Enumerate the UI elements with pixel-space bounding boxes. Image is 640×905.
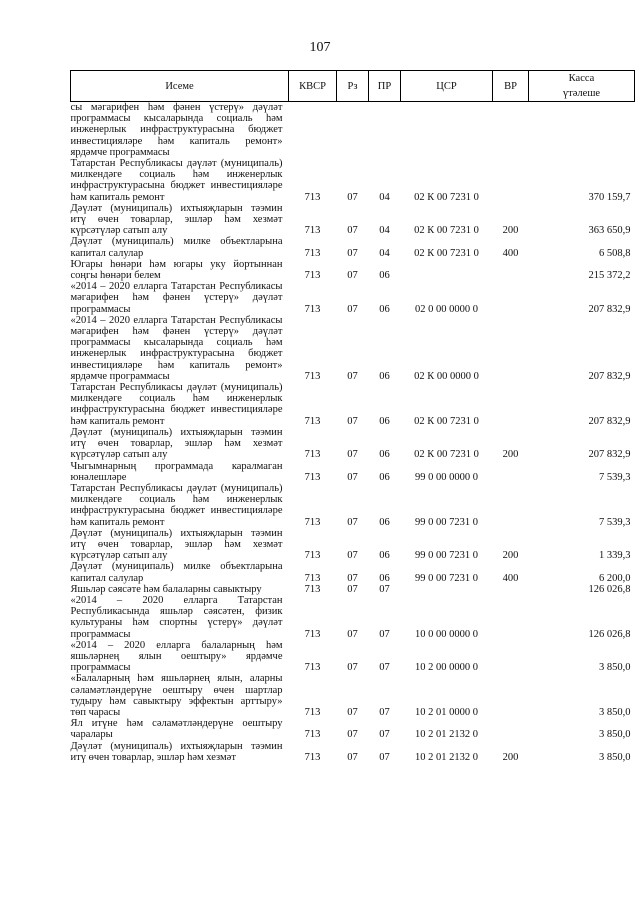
row-kvsr: 713 <box>304 729 321 741</box>
kassa-line-1: Касса <box>568 73 595 84</box>
row-rz: 07 <box>347 751 358 763</box>
row-name: Татарстан Республикасы дәүләт (муниципаль) милкендәге социаль һәм инженерлык инфраструктурасына бюджет инвестицияләре һәм капиталь ремонт <box>70 158 283 203</box>
row-sum <box>529 102 635 159</box>
row-kvsr: 713 <box>304 516 321 528</box>
column-header-name: Исеме <box>71 71 289 102</box>
row-sum: 207 832,9 <box>588 449 631 461</box>
row-name: Дәүләт (муниципаль) ихтыяҗларын тәэмин итү өчен товарлар, эшләр һәм хезмәт күрсәтүләр сатып алу <box>70 202 283 237</box>
row-name: Дәүләт (муниципаль) милке объектларына капитал салулар <box>70 236 283 259</box>
row-csr: 02 К 00 7231 0 <box>414 225 479 237</box>
table-row <box>71 461 635 483</box>
row-rz: 07 <box>347 415 358 427</box>
row-rz: 07 <box>347 516 358 528</box>
row-pr: 07 <box>379 729 390 741</box>
row-rz: 07 <box>347 706 358 718</box>
row-rz: 07 <box>347 225 358 237</box>
row-rz: 07 <box>347 583 358 595</box>
row-sum: 1 339,3 <box>599 550 631 562</box>
row-kvsr <box>289 102 337 159</box>
row-sum: 3 850,0 <box>599 706 631 718</box>
row-pr: 04 <box>379 225 390 237</box>
table-row <box>71 259 635 281</box>
row-name: Чыгымнарның программада каралмаган юнәлешләре <box>70 460 283 483</box>
row-pr: 07 <box>379 662 390 674</box>
row-sum: 207 832,9 <box>588 415 631 427</box>
row-name: Ял итүне һәм сәламәтләндерүне оештыру чаралары <box>70 718 283 741</box>
table-row <box>71 427 635 461</box>
row-kvsr: 713 <box>304 706 321 718</box>
row-name: Дәүләт (муниципаль) ихтыяҗларын тәэмин итү өчен товарлар, эшләр һәм хезмәт <box>70 740 283 763</box>
row-name: сы мәгарифен һәм фәнен үстерү» дәүләт программасы кысаларында социаль һәм инженерлык инфраструктурасына бюджет инвестицияләре һәм капиталь ремонт» ярдәмче программасы <box>70 102 283 158</box>
row-rz: 07 <box>347 303 358 315</box>
row-pr: 06 <box>379 303 390 315</box>
column-header-kassa <box>529 71 635 102</box>
table-row <box>71 203 635 237</box>
table-row <box>71 528 635 562</box>
row-sum: 207 832,9 <box>588 303 631 315</box>
row-pr: 07 <box>379 706 390 718</box>
row-pr: 06 <box>379 449 390 461</box>
row-vr <box>493 461 529 483</box>
row-csr <box>401 102 493 159</box>
row-pr <box>369 102 401 159</box>
row-sum: 126 026,8 <box>588 583 631 595</box>
row-vr <box>493 259 529 281</box>
row-pr: 06 <box>379 471 390 483</box>
table-row <box>71 158 635 203</box>
column-header-kvsr: КВСР <box>289 71 337 102</box>
row-rz: 07 <box>347 729 358 741</box>
row-kvsr: 713 <box>304 270 321 282</box>
row-vr: 400 <box>502 247 519 259</box>
row-rz: 07 <box>347 662 358 674</box>
row-csr: 02 К 00 7231 0 <box>414 247 479 259</box>
row-rz: 07 <box>347 270 358 282</box>
table-row <box>71 561 635 583</box>
row-sum: 215 372,2 <box>588 270 631 282</box>
row-csr: 10 2 00 0000 0 <box>415 662 478 674</box>
page-number: 107 <box>309 40 331 55</box>
row-csr: 99 0 00 7231 0 <box>415 516 478 528</box>
row-vr <box>493 483 529 528</box>
row-vr <box>493 640 529 674</box>
table-row <box>71 673 635 718</box>
row-csr: 99 0 00 7231 0 <box>415 550 478 562</box>
row-name: Дәүләт (муниципаль) ихтыяҗларын тәэмин итү өчен товарлар, эшләр һәм хезмәт күрсәтүләр сатып алу <box>70 527 283 562</box>
row-rz: 07 <box>347 191 358 203</box>
row-kvsr: 713 <box>304 303 321 315</box>
kassa-line-2: үтәлеше <box>562 88 601 99</box>
row-name: «2014 – 2020 елларга балаларның һәм яшьләрнең ялын оештыру» ярдәмче программасы <box>70 639 283 674</box>
column-header-vr: ВР <box>493 71 529 102</box>
row-pr: 07 <box>379 628 390 640</box>
row-name: Югары һөнәри һәм югары уку йортыннан соңгы һөнәри белем <box>70 258 283 282</box>
row-csr: 02 К 00 7231 0 <box>414 449 479 461</box>
row-name: «Балаларның һәм яшьләрнең ялын, аларны сәламәтләндерүне оештыру өчен шартлар тудыру һәм савыктыру эффектын арттыру» төп чарасы <box>70 673 283 718</box>
row-kvsr: 713 <box>304 583 321 595</box>
table-row <box>71 640 635 674</box>
row-pr: 06 <box>379 572 390 584</box>
row-csr: 99 0 00 7231 0 <box>415 572 478 584</box>
row-kvsr: 713 <box>304 449 321 461</box>
row-csr: 02 К 00 7231 0 <box>414 191 479 203</box>
row-vr <box>493 584 529 595</box>
row-name: Яшьләр сәясәте һәм балаларны савыктыру <box>70 583 262 595</box>
table-row <box>71 281 635 315</box>
column-header-rz: Рз <box>337 71 369 102</box>
row-csr: 02 К 00 7231 0 <box>414 415 479 427</box>
row-sum: 7 539,3 <box>599 471 631 483</box>
row-vr: 400 <box>502 572 519 584</box>
row-vr <box>493 158 529 203</box>
row-sum: 363 650,9 <box>588 225 631 237</box>
row-name: «2014 – 2020 елларга Татарстан Республикасы мәгарифен һәм фәнен үстерү» дәүләт программасы <box>70 281 283 315</box>
row-name: Дәүләт (муниципаль) ихтыяҗларын тәэмин итү өчен товарлар, эшләр һәм хезмәт күрсәтүләр сатып алу <box>70 426 283 461</box>
row-sum: 3 850,0 <box>599 662 631 674</box>
row-name: «2014 – 2020 елларга Татарстан Республикасында яшьләр сәясәтен, физик культураны һәм спортны үстерү» дәүләт программасы <box>70 594 283 640</box>
row-csr: 10 2 01 2132 0 <box>415 751 478 763</box>
row-sum: 6 200,0 <box>599 572 631 584</box>
row-kvsr: 713 <box>304 628 321 640</box>
row-kvsr: 713 <box>304 247 321 259</box>
row-pr: 06 <box>379 370 390 382</box>
row-pr: 06 <box>379 516 390 528</box>
row-kvsr: 713 <box>304 572 321 584</box>
row-kvsr: 713 <box>304 751 321 763</box>
row-vr <box>493 673 529 718</box>
row-vr: 200 <box>502 550 519 562</box>
row-csr: 02 К 00 0000 0 <box>414 370 479 382</box>
row-vr <box>493 102 529 159</box>
row-sum: 7 539,3 <box>599 516 631 528</box>
row-pr: 07 <box>379 751 390 763</box>
row-csr <box>401 259 493 281</box>
table-row <box>71 382 635 427</box>
row-csr: 10 2 01 2132 0 <box>415 729 478 741</box>
row-pr: 06 <box>379 415 390 427</box>
row-csr: 99 0 00 0000 0 <box>415 471 478 483</box>
row-vr <box>493 315 529 382</box>
row-csr: 10 0 00 0000 0 <box>415 628 478 640</box>
table-row <box>71 236 635 258</box>
row-kvsr: 713 <box>304 550 321 562</box>
row-csr: 10 2 01 0000 0 <box>415 706 478 718</box>
row-kvsr: 713 <box>304 415 321 427</box>
row-kvsr: 713 <box>304 471 321 483</box>
row-name: «2014 – 2020 елларга Татарстан Республикасы мәгарифен һәм фәнен үстерү» дәүләт программасы кысаларында социаль һәм инженерлык инфраструктурасына бюджет инвестицияләре һәм капиталь ремонт» ярдәмче программасы <box>70 314 283 382</box>
row-sum: 370 159,7 <box>588 191 631 203</box>
row-rz: 07 <box>347 550 358 562</box>
row-vr: 200 <box>502 751 519 763</box>
column-header-csr: ЦСР <box>401 71 493 102</box>
table-row <box>71 718 635 740</box>
column-header-pr: ПР <box>369 71 401 102</box>
row-rz: 07 <box>347 572 358 584</box>
table-row <box>71 595 635 640</box>
row-kvsr: 713 <box>304 662 321 674</box>
row-name: Татарстан Республикасы дәүләт (муниципаль) милкендәге социаль һәм инженерлык инфраструктурасына бюджет инвестицияләре һәм капиталь ремонт <box>70 482 283 528</box>
row-kvsr: 713 <box>304 191 321 203</box>
row-sum: 6 508,8 <box>599 247 631 259</box>
row-kvsr: 713 <box>304 225 321 237</box>
table-header-row <box>71 71 635 102</box>
row-sum: 126 026,8 <box>588 628 631 640</box>
row-csr <box>401 584 493 595</box>
row-vr <box>493 595 529 640</box>
row-vr: 200 <box>502 449 519 461</box>
row-vr <box>493 281 529 315</box>
row-pr: 06 <box>379 270 390 282</box>
row-kvsr: 713 <box>304 370 321 382</box>
table-row <box>71 584 635 595</box>
budget-table <box>70 70 635 763</box>
row-sum: 207 832,9 <box>588 370 631 382</box>
table-row <box>71 102 635 159</box>
row-rz: 07 <box>347 370 358 382</box>
table-row <box>71 741 635 763</box>
row-vr <box>493 718 529 740</box>
row-pr: 04 <box>379 247 390 259</box>
row-name: Татарстан Республикасы дәүләт (муниципаль) милкендәге социаль һәм инженерлык инфраструктурасына бюджет инвестицияләре һәм капиталь ремонт <box>70 382 283 427</box>
table-row <box>71 483 635 528</box>
row-pr: 06 <box>379 550 390 562</box>
row-vr <box>493 382 529 427</box>
row-rz: 07 <box>347 449 358 461</box>
row-name: Дәүләт (муниципаль) милке объектларына капитал салулар <box>70 561 283 584</box>
row-csr: 02 0 00 0000 0 <box>415 303 478 315</box>
table-row <box>71 315 635 382</box>
row-pr: 04 <box>379 191 390 203</box>
row-pr: 07 <box>379 583 390 595</box>
row-rz: 07 <box>347 628 358 640</box>
row-sum: 3 850,0 <box>599 729 631 741</box>
row-vr: 200 <box>502 225 519 237</box>
row-sum: 3 850,0 <box>599 751 631 763</box>
row-rz <box>337 102 369 159</box>
row-rz: 07 <box>347 247 358 259</box>
row-rz: 07 <box>347 471 358 483</box>
